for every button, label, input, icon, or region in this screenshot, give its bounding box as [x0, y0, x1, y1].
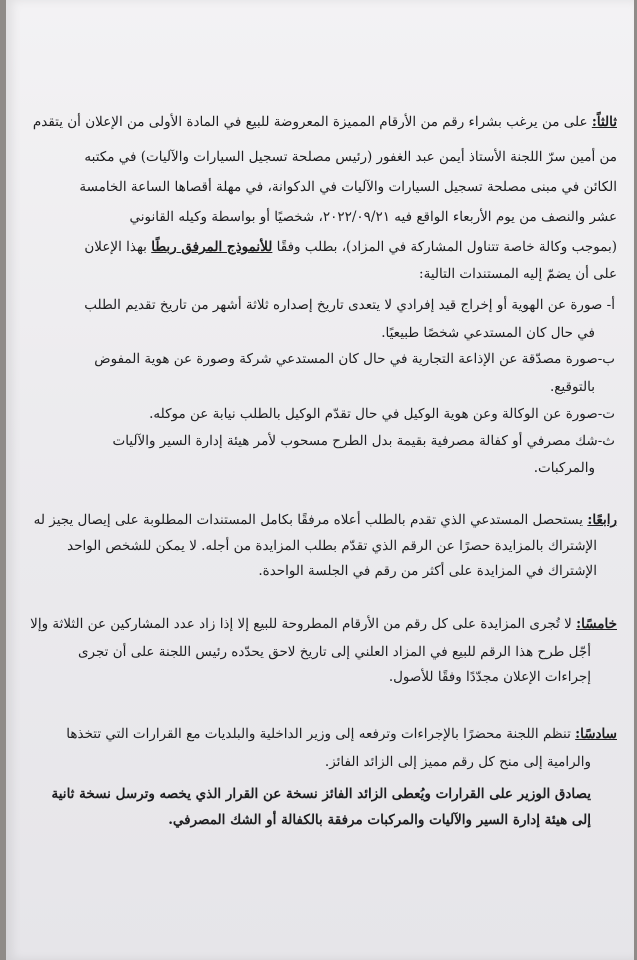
document-item-a-line-1: أ- صورة عن الهوية أو إخراج قيد إفرادي لا يتعدى تاريخ إصداره ثلاثة أشهر من تاريخ تقديم الطلب [84, 297, 615, 313]
section-fifth-line-1: خامسًا: لا تُجرى المزايدة على كل رقم من الأرقام المطروحة للبيع إلا إذا زاد عدد المشاركين عن الثلاثة وإلا [30, 616, 617, 632]
section-sixth-line-1: سادسًا: تنظم اللجنة محضرًا بالإجراءات وترفعه إلى وزير الداخلية والبلديات مع القرارات التي تتخذها [66, 726, 617, 742]
section-fourth-heading: رابعًا: [587, 512, 617, 528]
section-sixth-line-2: والرامية إلى منح كل رقم مميز إلى الزائد الفائز. [324, 754, 591, 770]
section-sixth-bold-line-1: يصادق الوزير على القرارات ويُعطى الزائد الفائز نسخة عن القرار الذي يخصه وترسل نسخة ثانية [51, 786, 591, 802]
section-sixth-heading: سادسًا: [575, 726, 617, 742]
attached-form-reference: للأنموذج المرفق ربطًا [151, 239, 273, 255]
section-fourth-line-2: الإشتراك بالمزايدة حصرًا عن الرقم الذي تقدّم بطلب المزايدة من أجله. لا يمكن للشخص الواحد [67, 538, 597, 554]
document-item-c: ت-صورة عن الوكالة وعن هوية الوكيل في حال تقدّم الوكيل بالطلب نيابة عن موكله. [149, 406, 615, 422]
section-third-line-4: عشر والنصف من يوم الأربعاء الواقع فيه ٢٠٢٢/٠٩/٢١، شخصيًا أو بواسطة وكيله القانوني [129, 209, 617, 225]
section-third-heading: ثالثاً: [591, 114, 617, 130]
section-third-line-6: على أن يضمّ إليه المستندات التالية: [419, 266, 617, 282]
section-third-line-5: (بموجب وكالة خاصة تتناول المشاركة في المزاد)، بطلب وفقًا للأنموذج المرفق ربطًا بهذا الإعلان [84, 239, 617, 255]
section-fifth-line-2: أجّل طرح هذا الرقم للبيع في المزاد العلني إلى تاريخ لاحق يحدّده رئيس اللجنة على أن تجرى [77, 644, 591, 660]
document-item-a-line-2: في حال كان المستدعي شخصًا طبيعيًا. [381, 325, 595, 341]
section-fourth-line-3: الإشتراك في المزايدة على أكثر من رقم في الجلسة الواحدة. [258, 563, 597, 579]
section-fifth-line-3: إجراءات الإعلان مجدّدًا وفقًا للأصول. [388, 669, 591, 685]
document-item-d-line-1: ث-شك مصرفي أو كفالة مصرفية بقيمة بدل الطرح مسحوب لأمر هيئة إدارة السير والآليات [112, 433, 615, 449]
section-third-line-3: الكائن في مبنى مصلحة تسجيل السيارات والآليات في الدكوانة، في مهلة أقصاها الساعة الخامسة [79, 179, 617, 195]
section-third-line-1: ثالثاً: على من يرغب بشراء رقم من الأرقام المميزة المعروضة للبيع في المادة الأولى من الإعلان أن يتقدم [32, 114, 617, 130]
document-item-b-line-1: ب-صورة مصدّقة عن الإذاعة التجارية في حال كان المستدعي شركة وصورة عن هوية المفوض [94, 351, 615, 367]
section-fourth-line-1: رابعًا: يستحصل المستدعي الذي تقدم بالطلب أعلاه مرفقًا بكامل المستندات المطلوبة على إيصال يجيز له [33, 512, 617, 528]
document-item-d-line-2: والمركبات. [533, 460, 595, 476]
section-third-line-2: من أمين سرّ اللجنة الأستاذ أيمن عبد الغفور (رئيس مصلحة تسجيل السيارات والآليات) في مكتبه [84, 149, 617, 165]
section-fifth-heading: خامسًا: [576, 616, 617, 632]
section-sixth-bold-line-2: إلى هيئة إدارة السير والآليات والمركبات مرفقة بالكفالة أو الشك المصرفي. [168, 812, 591, 828]
document-item-b-line-2: بالتوقيع. [549, 379, 595, 395]
